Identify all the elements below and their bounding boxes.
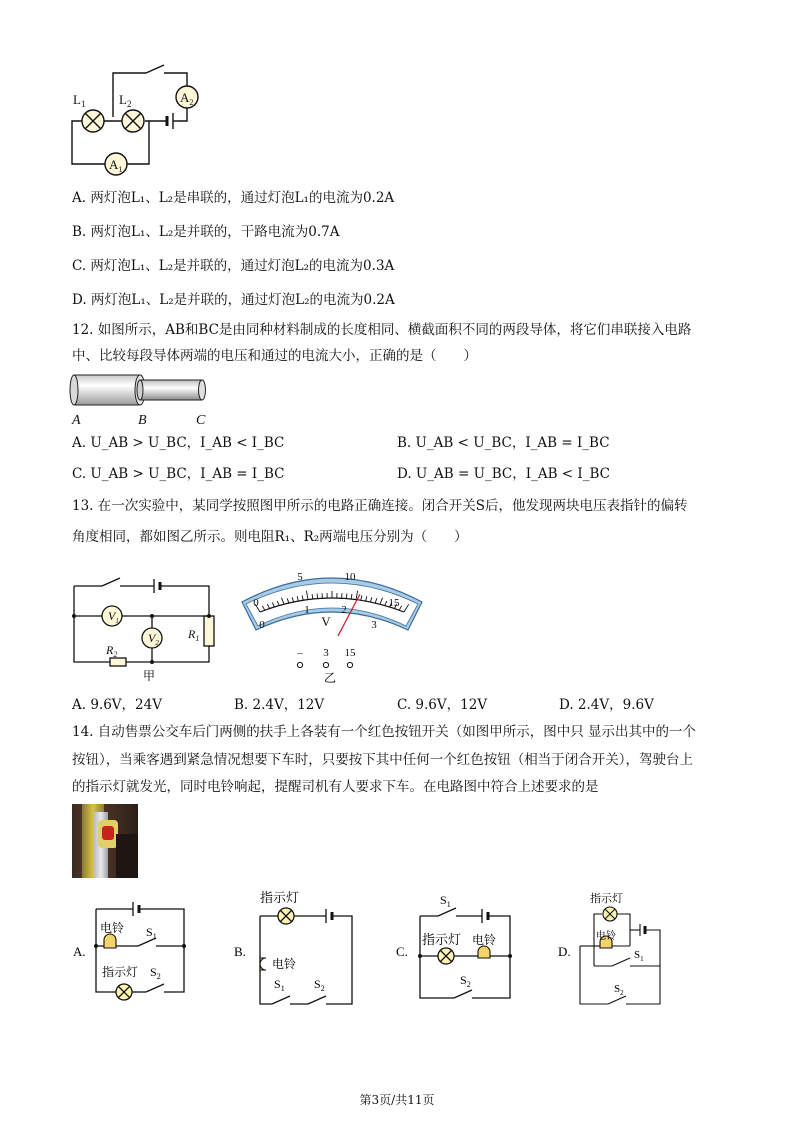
- page-footer: 第3页/共11页: [359, 1093, 435, 1107]
- q11-option-b: B. 两灯泡L₁、L₂是并联的，干路电流为0.7A: [72, 224, 340, 240]
- q13-r1-label: R: [188, 627, 196, 641]
- q12-conductor-figure: [68, 372, 218, 428]
- q14-c-letter: C.: [396, 944, 408, 959]
- q14-d-bell-label: 电铃: [596, 931, 616, 942]
- q14-circuit-b: [232, 886, 362, 1010]
- q14-stem-line2: 按钮），当乘客遇到紧急情况想要下车时，只要按下其中任何一个红色按钮（相当于闭合开关），驾驶台上: [72, 752, 693, 768]
- q14-a-s2-label: S: [150, 965, 157, 979]
- q13-option-c: C. 9.6V，12V: [397, 697, 488, 713]
- q14-circuit-c: [394, 886, 524, 1004]
- svg-text:S2: $S_2$: [614, 983, 624, 997]
- q14-circuit-a: [70, 896, 200, 1006]
- svg-text:L1: $L_1$: [73, 92, 86, 109]
- q13-outer-scale-5: 5: [297, 571, 303, 583]
- dial-tick: [346, 594, 347, 599]
- svg-text:L2: $L_2$: [119, 92, 132, 109]
- svg-text:S1: $S_1$: [634, 949, 644, 963]
- q12-stem-line1: 12. 如图所示，AB和BC是由同种材料制成的长度相同、横截面积不同的两段导体，将它们串联接入电路: [72, 322, 692, 338]
- q14-d-lamp-label: 指示灯: [590, 893, 623, 905]
- q14-b-letter: B.: [234, 944, 246, 959]
- q14-stem-line3: 的指示灯就发光，同时电铃响起，提醒司机有人要求下车。在电路图中符合上述要求的是: [72, 779, 599, 795]
- svg-text:R2: $R_2$: [106, 643, 118, 659]
- q14-d-letter: D.: [558, 944, 571, 959]
- q14-c-bell-label: 电铃: [472, 933, 497, 947]
- svg-text:S1: $S_1$: [440, 893, 451, 909]
- q14-a-bell-label: 电铃: [100, 921, 125, 935]
- q13-option-d: D. 2.4V，9.6V: [559, 697, 654, 713]
- q14-a-letter: A.: [73, 944, 86, 959]
- svg-text:V1: $V_1$: [108, 609, 119, 625]
- q13-terminal-neg: –: [297, 647, 303, 659]
- svg-text:S1: $S_1$: [146, 925, 157, 941]
- q13-inner-scale-2: 2: [341, 604, 347, 616]
- q13-stem-line1: 13. 在一次实验中，某同学按照图甲所示的电路正确连接。闭合开关S后，他发现两块电压表指针的偏转: [72, 498, 688, 514]
- q13-inner-scale-3: 3: [371, 619, 377, 631]
- dial-tick: [317, 594, 318, 599]
- q13-option-b: B. 2.4V，12V: [234, 697, 325, 713]
- q13-terminal-15: 15: [344, 647, 356, 659]
- q13-v1-label: V: [108, 609, 116, 623]
- q14-a-lamp-label: 指示灯: [102, 965, 139, 979]
- svg-text:S2: $S_2$: [314, 977, 325, 993]
- q11-option-c: C. 两灯泡L₁、L₂是并联的，通过灯泡L₂的电流为0.3A: [72, 258, 395, 274]
- q12-option-b: B. U_AB < U_BC，I_AB = I_BC: [397, 435, 610, 451]
- svg-text:S1: $S_1$: [274, 977, 285, 993]
- svg-text:A1: $A_1$: [109, 157, 123, 174]
- q14-stem-line1: 14. 自动售票公交车后门两侧的扶手上各装有一个红色按钮开关（如图甲所示，图中只 显示出其中的一个: [72, 724, 697, 740]
- q12-label-b: B: [138, 413, 147, 428]
- q13-terminal-3: 3: [323, 647, 329, 659]
- q13-jia-caption: 甲: [143, 669, 156, 683]
- svg-text:S2: $S_2$: [460, 973, 471, 989]
- q13-yi-caption: 乙: [324, 671, 337, 685]
- svg-text:S2: $S_2$: [150, 965, 161, 981]
- q12-label-c: C: [196, 413, 206, 428]
- q13-option-a: A. 9.6V，24V: [72, 697, 162, 713]
- q14-button-photo: [72, 804, 138, 878]
- q14-d-s2-label: S: [614, 983, 621, 995]
- q14-circuit-d: [556, 886, 676, 1008]
- q11-l1-label: L: [73, 92, 81, 107]
- q13-inner-scale-0: 0: [259, 619, 265, 631]
- q13-voltmeter-yi: [234, 560, 430, 686]
- q14-a-s1-label: S: [146, 925, 153, 939]
- q12-stem-line2: 中、比较每段导体两端的电压和通过的电流大小，正确的是（ ）: [72, 348, 477, 364]
- q11-option-a: A. 两灯泡L₁、L₂是串联的，通过灯泡L₁的电流为0.2A: [72, 190, 395, 206]
- svg-text:V2: $V_2$: [148, 631, 159, 647]
- q11-circuit-figure: [66, 60, 216, 182]
- q13-circuit-jia: [68, 566, 218, 684]
- q14-c-lamp-label: 指示灯: [422, 932, 462, 947]
- q11-l2-label: L: [119, 92, 127, 107]
- q13-outer-scale-0: 0: [253, 597, 259, 609]
- q13-r2-label: R: [106, 643, 114, 657]
- q14-c-s2-label: S: [460, 973, 467, 987]
- q13-inner-scale-1: 1: [304, 604, 310, 616]
- q14-c-s1-label: S: [440, 893, 447, 907]
- q13-unit: V: [321, 614, 331, 629]
- q14-d-s1-label: S: [634, 949, 641, 961]
- q11-option-d: D. 两灯泡L₁、L₂是并联的，通过灯泡L₂的电流为0.2A: [72, 292, 395, 308]
- q12-label-a: A: [72, 413, 81, 428]
- q14-b-s1-label: S: [274, 977, 281, 991]
- q14-b-s2-label: S: [314, 977, 321, 991]
- q13-v2-label: V: [148, 631, 156, 645]
- q12-option-d: D. U_AB = U_BC，I_AB < I_BC: [397, 466, 610, 482]
- svg-text:R1: $R_1$: [188, 627, 200, 643]
- q11-a1-label: A: [109, 157, 119, 172]
- q14-b-lamp-label: 指示灯: [260, 890, 300, 905]
- q11-a2-label: A: [180, 90, 190, 105]
- q12-option-a: A. U_AB > U_BC，I_AB < I_BC: [72, 435, 285, 451]
- svg-text:A2: $A_2$: [180, 90, 194, 107]
- q13-stem-line2: 角度相同，都如图乙所示。则电阻R₁、R₂两端电压分别为（ ）: [72, 529, 468, 545]
- q13-outer-scale-10: 10: [344, 571, 356, 583]
- q12-option-c: C. U_AB > U_BC，I_AB = I_BC: [72, 466, 285, 482]
- q14-b-bell-label: 电铃: [272, 957, 297, 971]
- q13-outer-scale-15: 15: [388, 597, 400, 609]
